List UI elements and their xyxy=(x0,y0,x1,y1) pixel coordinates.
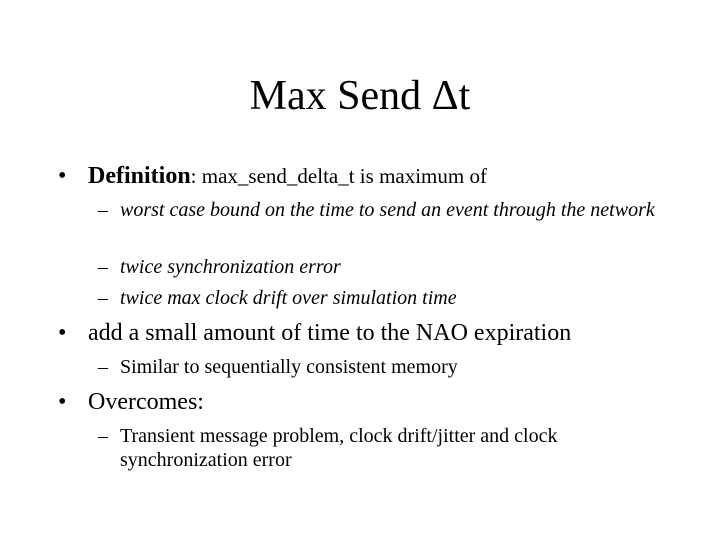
sub-bullet-text: Similar to sequentially consistent memory xyxy=(120,356,458,378)
definition-text: max_send_delta_t is maximum of xyxy=(196,164,487,188)
slide-title: Max Send Δt xyxy=(249,73,471,119)
dash-icon: – xyxy=(98,256,108,278)
dash-icon: – xyxy=(98,287,108,309)
bullet-text: add a small amount of time to the NAO expiration xyxy=(88,320,572,346)
sub-bullet-text: worst case bound on the time to send an event through the network xyxy=(120,199,655,221)
dash-icon: – xyxy=(98,356,108,378)
sub-bullet-text: twice synchronization error xyxy=(120,256,341,278)
bullet-text xyxy=(88,162,487,190)
bullet-icon: • xyxy=(58,320,67,346)
definition-colon: : xyxy=(190,164,197,188)
dash-icon: – xyxy=(98,425,108,447)
sub-bullet-text: Transient message problem, clock drift/jitter and clock synchronization error xyxy=(120,425,558,471)
sub-bullet-text: twice max clock drift over simulation time xyxy=(120,287,457,309)
dash-icon: – xyxy=(98,199,108,221)
bullet-icon: • xyxy=(58,389,67,415)
bullet-text: Overcomes: xyxy=(88,389,204,415)
definition-term: Definition xyxy=(88,163,191,189)
bullet-icon: • xyxy=(58,163,67,189)
